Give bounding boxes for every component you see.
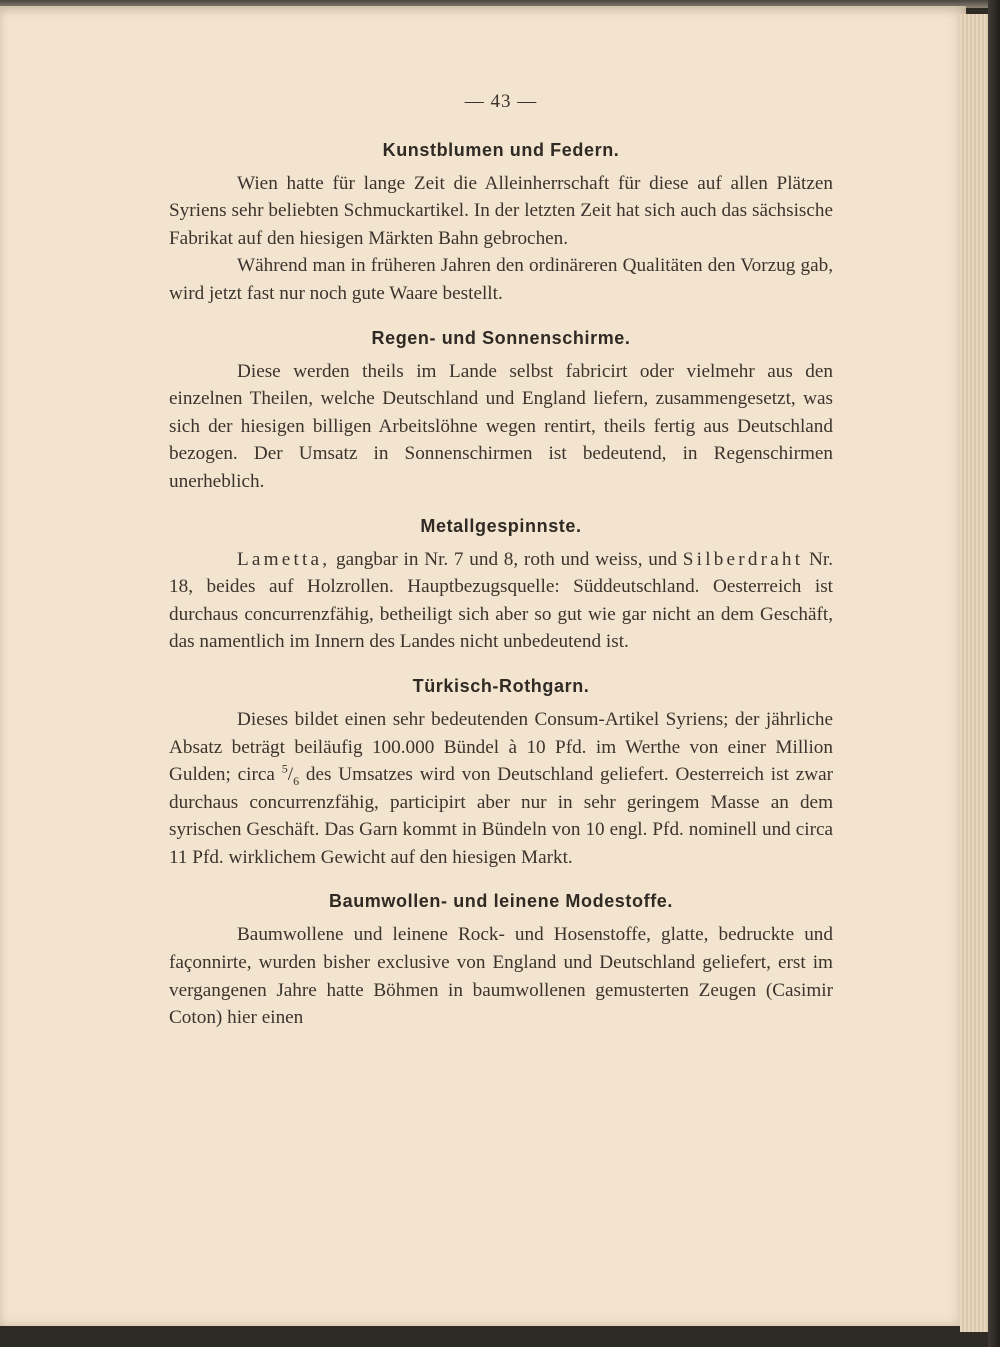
section-rothgarn bbox=[169, 672, 833, 872]
section-kunstblumen bbox=[169, 136, 833, 308]
text-run: gangbar in Nr. 7 und 8, roth und weiss, und bbox=[330, 548, 683, 570]
paragraph: Diese werden theils im Lande selbst fabricirt oder vielmehr aus den einzelnen Theilen, welche Deutschland und England liefern, zusammengesetzt, was sich der hiesigen billigen Arbeitslöhne wegen rentirt, theils fertig aus Deutschland bezogen. Der Umsatz in Sonnenschirmen ist bedeutend, in Regenschirmen unerheblich. bbox=[169, 360, 833, 492]
section-modestoffe bbox=[169, 887, 833, 1031]
paragraph bbox=[169, 546, 833, 656]
section-heading: Türkisch-Rothgarn. bbox=[412, 675, 590, 696]
text-run: Dieses bildet einen sehr bedeutenden Consum-Artikel Syriens; der jährliche Absatz beträgt beiläufig 100.000 Bündel à 10 Pfd. im Werthe von einer Million Gulden; circa bbox=[169, 708, 833, 786]
spaced-term: Silberdraht bbox=[682, 548, 804, 570]
spaced-term: Lametta, bbox=[237, 548, 331, 570]
text-run: Nr. 18, beides auf Holzrollen. Hauptbezugsquelle: Süddeutschland. Oesterreich ist durchaus concurrenzfähig, betheiligt sich aber so gut wie gar nicht an dem Geschäft, das namentlich im Innern des Landes nicht unbedeutend ist. bbox=[169, 548, 833, 653]
book-binding bbox=[988, 0, 1000, 1347]
page-edges bbox=[960, 14, 990, 1332]
section-heading: Baumwollen- und leinene Modestoffe. bbox=[328, 891, 673, 912]
text-run: des Umsatzes wird von Deutschland geliefert. Oesterreich ist zwar durchaus concurrenzfähig, participirt aber nur in sehr geringem Masse an dem syrischen Geschäft. Das Garn kommt in Bündeln von 10 engl. Pfd. nominell und circa 11 Pfd. wirklichem Gewicht auf den hiesigen Markt. bbox=[169, 764, 834, 868]
page-number: — 43 — bbox=[464, 91, 538, 112]
section-heading: Regen- und Sonnenschirme. bbox=[371, 327, 631, 348]
paragraph: Dieses bildet einen sehr bedeutenden Consum-Artikel Syriens; der jährliche Absatz beträgt beiläufig 100.000 Bündel à 10 Pfd. im Werthe von einer Million Gulden; circa $^5/_6$ des Umsatzes wird von Deutschland geliefert. Oesterreich ist zwar durchaus concurrenzfähig, participirt aber nur in sehr geringem Masse an dem syrischen Geschäft. Das Garn kommt in Bündeln von 10 engl. Pfd. nominell und circa 11 Pfd. wirklichem Gewicht auf den hiesigen Markt. bbox=[169, 708, 834, 868]
fraction-denominator: 6 bbox=[293, 773, 300, 788]
section-metallgespinnste bbox=[169, 512, 833, 656]
paragraph: Baumwollene und leinene Rock- und Hosenstoffe, glatte, bedruckte und façonnirte, wurden bisher exclusive von England und Deutschland geliefert, erst im vergangenen Jahre hatte Böhmen in baumwollenen gemusterten Zeugen (Casimir Coton) hier einen bbox=[169, 924, 833, 1029]
section-regenschirme bbox=[169, 324, 833, 496]
section-heading: Metallgespinnste. bbox=[420, 515, 582, 536]
fraction-numerator: 5 bbox=[281, 761, 288, 776]
page-text bbox=[169, 88, 833, 1032]
paragraph: Während man in früheren Jahren den ordinäreren Qualitäten den Vorzug gab, wird jetzt fast nur noch gute Waare bestellt. bbox=[169, 255, 833, 304]
paragraph: Wien hatte für lange Zeit die Alleinherrschaft für diese auf allen Plätzen Syriens sehr beliebten Schmuckartikel. In der letzten Zeit hat sich auch das sächsische Fabrikat auf den hiesigen Märkten Bahn gebrochen. bbox=[169, 172, 833, 249]
section-heading: Kunstblumen und Federn. bbox=[382, 139, 620, 160]
